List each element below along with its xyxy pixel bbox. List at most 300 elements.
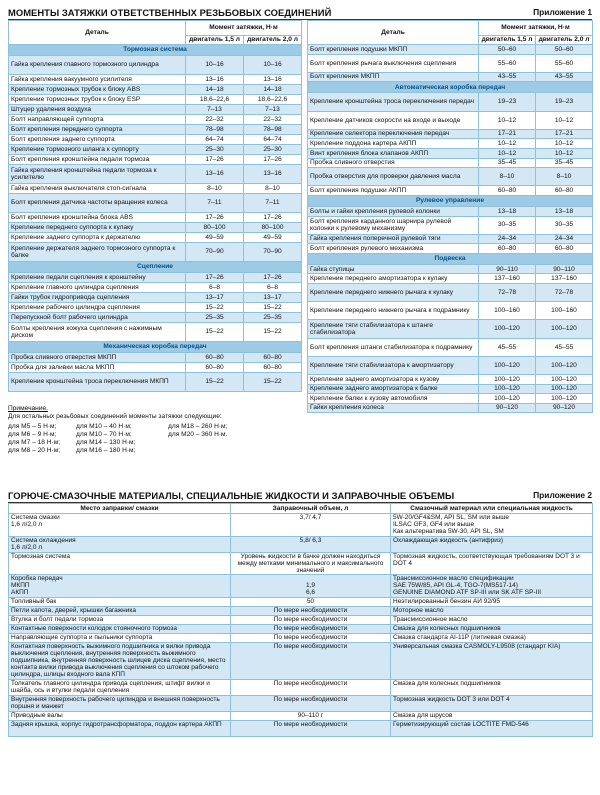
- torque-15-cell: 25–30: [186, 145, 244, 155]
- table-row: [308, 72, 593, 82]
- torque-table-right: [307, 20, 593, 413]
- fill-volume-cell: По мере необходимости: [231, 607, 391, 616]
- col-torque-header: Момент затяжки, Н·м: [186, 21, 302, 36]
- fill-material-cell: Трансмиссионное масло: [391, 616, 593, 625]
- torque-15-cell: 60–80: [479, 244, 536, 254]
- torque-20-cell: 100–120: [536, 384, 593, 394]
- torque-15-cell: 17–26: [186, 155, 244, 165]
- part-name-cell: Болт крепления кронштейна педали тормоза: [9, 155, 186, 165]
- part-name-cell: Крепление тяги стабилизатора к амортизатору: [308, 356, 479, 374]
- torque-15-cell: 22–32: [186, 115, 244, 125]
- torque-20-cell: 60–80: [244, 353, 302, 363]
- torque-15-cell: 17–26: [186, 273, 244, 283]
- table-row: [308, 168, 593, 186]
- table-row: [308, 356, 593, 374]
- fill-volume-cell: По мере необходимости: [231, 680, 391, 696]
- fill-place-cell: Контактная поверхность выжимного подшипника и вилки привода выключения сцепления, внутренняя поверхность выжимного подшипника, внутренняя поверхность шлицев диска сцепления, место контакта вилки привода выключения сцепления со штоком рабочего цилиндра, шлицы входного вала КПП: [9, 643, 231, 680]
- torque-15-cell: 24–34: [479, 234, 536, 244]
- torque-20-cell: 90–110: [536, 264, 593, 274]
- torque-20-cell: 90–120: [536, 403, 593, 413]
- torque-20-cell: 13–16: [244, 165, 302, 184]
- table-row: [9, 75, 302, 85]
- part-name-cell: Пробка отверстия для проверки давления масла: [308, 168, 479, 186]
- torque-15-cell: 100–120: [479, 375, 536, 385]
- part-name-cell: Гайка крепления кронштейна педали тормоза к усилителю: [9, 165, 186, 184]
- section-heading: Подвеска: [308, 253, 593, 264]
- part-name-cell: Крепление рабочего цилиндра сцепления: [9, 303, 186, 313]
- torque-20-cell: 45–55: [536, 338, 593, 356]
- table-row: [308, 129, 593, 139]
- col-part-header: Деталь: [9, 21, 186, 45]
- torque-20-cell: 49–59: [244, 233, 302, 243]
- table-row: [308, 274, 593, 284]
- part-name-cell: Болт крепления заднего суппорта: [9, 135, 186, 145]
- col-engine-15-header: двигатель 1,5 л: [479, 36, 536, 45]
- table-row: [9, 56, 302, 75]
- fill-volume-cell: Уровень жидкости в бачке должен находиться между метками минимального и максимального значений: [231, 553, 391, 575]
- table-row: [308, 284, 593, 302]
- table-row: [308, 186, 593, 196]
- torque-15-cell: 90–110: [479, 264, 536, 274]
- table-row: [308, 234, 593, 244]
- notes-column-1: [8, 423, 68, 455]
- torque-15-cell: 49–59: [186, 233, 244, 243]
- part-name-cell: Болт крепления штанги стабилизатора к подрамнику: [308, 338, 479, 356]
- fill-volume-cell: 90–110 г: [231, 712, 391, 721]
- table-row: [9, 125, 302, 135]
- part-name-cell: Болты и гайки крепления рулевой колонки: [308, 206, 479, 216]
- section-row: [308, 82, 593, 93]
- table-row: [9, 115, 302, 125]
- fill-volume-cell: 50: [231, 598, 391, 607]
- table-row: [9, 184, 302, 194]
- torque-20-cell: 14–18: [244, 85, 302, 95]
- fill-material-cell: Неэтилированный бензин АИ 92/95: [391, 598, 593, 607]
- col-engine-15-header: двигатель 1,5 л: [186, 36, 244, 45]
- torque-table-left: [8, 20, 302, 392]
- fill-place-cell: Задняя крышка, корпус гидротрансформатора, поддон картера АКПП: [9, 721, 231, 737]
- table-row: [9, 313, 302, 323]
- part-name-cell: Перепускной болт рабочего цилиндра: [9, 313, 186, 323]
- table-row: [308, 111, 593, 129]
- torque-20-cell: 100–120: [536, 394, 593, 404]
- section-row: [9, 45, 302, 56]
- table-row: [9, 303, 302, 313]
- part-name-cell: Болты крепления кожуха сцепления с нажимным диском: [9, 323, 186, 342]
- part-name-cell: Крепление балки к кузову автомобиля: [308, 394, 479, 404]
- notes-torque-item: для М5 – 5 Н·м;: [8, 423, 57, 430]
- fill-place-cell: Внутренняя поверхность рабочего цилиндра и внешняя поверхность поршня и манжет: [9, 696, 231, 712]
- part-name-cell: Крепление кронштейна троса переключения передач: [308, 93, 479, 111]
- table-row: [308, 384, 593, 394]
- torque-20-cell: 25–30: [244, 145, 302, 155]
- fluids-rows: [9, 514, 593, 737]
- col-place-header: Место заправки/ смазки: [9, 504, 231, 514]
- fill-place-cell: Система охлаждения 1,6 л/2,0 л: [9, 537, 231, 553]
- torque-20-cell: 60–80: [536, 186, 593, 196]
- table-row: [9, 95, 302, 105]
- torque-20-cell: 13–18: [536, 206, 593, 216]
- table-row: [9, 283, 302, 293]
- fluids-table: [8, 503, 593, 737]
- part-name-cell: Болт крепления кронштейна блока ABS: [9, 213, 186, 223]
- col-part-header: Деталь: [308, 21, 479, 45]
- fill-place-cell: Тормозная система: [9, 553, 231, 575]
- table-row: [9, 323, 302, 342]
- part-name-cell: Гайка крепления поперечной рулевой тяги: [308, 234, 479, 244]
- notes-torque-item: для М8 – 20 Н·м;: [8, 447, 61, 454]
- torque-15-cell: 8–10: [186, 184, 244, 194]
- part-name-cell: Крепление датчиков скорости на входе и выходе: [308, 111, 479, 129]
- torque-15-cell: 90–120: [479, 403, 536, 413]
- torque-15-cell: 13–16: [186, 75, 244, 85]
- part-name-cell: Крепление поддона картера АКПП: [308, 139, 479, 149]
- torque-20-cell: 10–16: [244, 56, 302, 75]
- part-name-cell: Крепление заднего амортизатора к балке: [308, 384, 479, 394]
- torque-right-rows: [308, 45, 593, 413]
- torque-20-cell: 43–55: [536, 72, 593, 82]
- section-heading: Механическая коробка передач: [9, 342, 302, 353]
- part-name-cell: Крепление тормозных трубок к блоку ABS: [9, 85, 186, 95]
- fill-volume-cell: 1,9 6,6: [231, 575, 391, 598]
- torque-20-cell: 70–90: [244, 243, 302, 262]
- table-row: [9, 105, 302, 115]
- fill-place-cell: Направляющие суппорта и пыльники суппорта: [9, 634, 231, 643]
- torque-20-cell: 10–12: [536, 148, 593, 158]
- notes-column-2: [76, 423, 160, 455]
- torque-15-cell: 10–12: [479, 139, 536, 149]
- fill-place-cell: Контактные поверхности колодок стояночного тормоза: [9, 625, 231, 634]
- torque-20-cell: 100–120: [536, 356, 593, 374]
- torque-20-cell: 19–23: [536, 93, 593, 111]
- table-row: [9, 194, 302, 213]
- table-row: [308, 302, 593, 320]
- fill-volume-cell: По мере необходимости: [231, 643, 391, 680]
- torque-20-cell: 50–60: [536, 45, 593, 55]
- section-heading: Автоматическая коробка передач: [308, 82, 593, 93]
- torque-15-cell: 100–120: [479, 356, 536, 374]
- torque-20-cell: 18,6–22,6: [244, 95, 302, 105]
- part-name-cell: Винт крепления блока клапанов АКПП: [308, 148, 479, 158]
- torque-15-cell: 10–12: [479, 148, 536, 158]
- notes-torque-item: для М20 – 360 Н·м.: [168, 431, 228, 438]
- torque-20-cell: 17–21: [536, 129, 593, 139]
- fill-place-cell: Толкатель главного цилиндра привода сцепления, штифт вилки и шайба, ось и втулки педали сцепления: [9, 680, 231, 696]
- torque-15-cell: 7–11: [186, 194, 244, 213]
- torque-notes: [8, 405, 592, 455]
- table-row: [9, 233, 302, 243]
- table-row: [9, 353, 302, 363]
- table-row: [9, 165, 302, 184]
- table-row: [9, 135, 302, 145]
- part-name-cell: Пробка для заливки масла МКПП: [9, 363, 186, 373]
- fill-material-cell: Моторное масло: [391, 607, 593, 616]
- part-name-cell: Гайка крепления выключателя стоп-сигнала: [9, 184, 186, 194]
- torque-15-cell: 19–23: [479, 93, 536, 111]
- fill-volume-cell: По мере необходимости: [231, 696, 391, 712]
- torque-15-cell: 15–22: [186, 323, 244, 342]
- table-row: [9, 243, 302, 262]
- part-name-cell: Крепление педали сцепления к кронштейну: [9, 273, 186, 283]
- fill-place-cell: Приводные валы: [9, 712, 231, 721]
- torque-20-cell: 8–10: [536, 168, 593, 186]
- torque-section-title: МОМЕНТЫ ЗАТЯЖКИ ОТВЕТСТВЕННЫХ РЕЗЬБОВЫХ СОЕДИНЕНИЙ: [8, 6, 332, 18]
- torque-15-cell: 45–55: [479, 338, 536, 356]
- part-name-cell: Гайка крепления вакуумного усилителя: [9, 75, 186, 85]
- part-name-cell: Болт крепления подушки АКПП: [308, 186, 479, 196]
- torque-20-cell: 60–80: [536, 244, 593, 254]
- table-row: [308, 338, 593, 356]
- table-row: [308, 139, 593, 149]
- part-name-cell: Крепление главного цилиндра сцепления: [9, 283, 186, 293]
- part-name-cell: Гайки трубок гидропривода сцепления: [9, 293, 186, 303]
- fill-material-cell: Универсальная смазка CASMOLY-L9508 (стандарт KIA): [391, 643, 593, 680]
- notes-grid: [8, 423, 592, 455]
- section-row: [308, 253, 593, 264]
- table-row: [9, 607, 593, 616]
- part-name-cell: Гайка ступицы: [308, 264, 479, 274]
- part-name-cell: Пробка сливного отверстия МКПП: [9, 353, 186, 363]
- torque-20-cell: 17–26: [244, 273, 302, 283]
- table-row: [9, 223, 302, 233]
- table-row: [9, 213, 302, 223]
- table-row: [308, 206, 593, 216]
- col-engine-20-header: двигатель 2,0 л: [244, 36, 302, 45]
- table-row: [9, 712, 593, 721]
- torque-15-cell: 60–80: [479, 186, 536, 196]
- notes-torque-item: для М6 – 9 Н·м;: [8, 431, 57, 438]
- section-heading: Сцепление: [9, 262, 302, 273]
- torque-20-cell: 137–160: [536, 274, 593, 284]
- part-name-cell: Крепление переднего амортизатора к кулаку: [308, 274, 479, 284]
- torque-20-cell: 7–11: [244, 194, 302, 213]
- col-material-header: Смазочный материал или специальная жидкость: [391, 504, 593, 514]
- torque-left-rows: [9, 45, 302, 392]
- fill-volume-cell: По мере необходимости: [231, 634, 391, 643]
- torque-20-cell: 15–22: [244, 373, 302, 392]
- table-row: [9, 598, 593, 607]
- appendix2-label: Приложение 2: [533, 490, 592, 500]
- col-engine-20-header: двигатель 2,0 л: [536, 36, 593, 45]
- notes-torque-item: для М10 – 40 Н·м;: [76, 423, 132, 430]
- appendix1-label: Приложение 1: [533, 7, 592, 17]
- torque-15-cell: 100–120: [479, 384, 536, 394]
- torque-20-cell: 100–120: [536, 375, 593, 385]
- table-row: [9, 634, 593, 643]
- notes-torque-item: для М14 – 130 Н·м;: [76, 439, 136, 446]
- fill-volume-cell: По мере необходимости: [231, 721, 391, 737]
- torque-15-cell: 43–55: [479, 72, 536, 82]
- torque-20-cell: 17–26: [244, 155, 302, 165]
- torque-15-cell: 30–35: [479, 216, 536, 234]
- table-row: [9, 643, 593, 680]
- fill-material-cell: Герметизирующий состав LOCTITE FMD-546: [391, 721, 593, 737]
- torque-20-cell: 22–32: [244, 115, 302, 125]
- torque-20-cell: 30–35: [536, 216, 593, 234]
- fill-material-cell: Охлаждающая жидкость (антифриз): [391, 537, 593, 553]
- torque-15-cell: 8–10: [479, 168, 536, 186]
- torque-15-cell: 7–13: [186, 105, 244, 115]
- torque-20-cell: 13–17: [244, 293, 302, 303]
- table-row: [9, 373, 302, 392]
- fill-material-cell: 5W-20/GF4&SM, API SL, SM или выше ILSAC GF3, GF4 или выше Как альтернатива 5W-30, API SL, SM: [391, 514, 593, 537]
- torque-15-cell: 17–26: [186, 213, 244, 223]
- fill-material-cell: Трансмиссионное масло спецификации SAE 75W/85, API GL-4, TGO-7(MS517-14) GENUINE DIAMOND ATF SP-III или SK ATF SP-III: [391, 575, 593, 598]
- fill-material-cell: Тормозная жидкость, соответствующая требованиям DOT 3 и DOT 4: [391, 553, 593, 575]
- part-name-cell: Болт крепления рулевого механизма: [308, 244, 479, 254]
- table-row: [9, 145, 302, 155]
- torque-15-cell: 55–60: [479, 54, 536, 72]
- torque-15-cell: 70–90: [186, 243, 244, 262]
- table-row: [9, 616, 593, 625]
- part-name-cell: Крепление переднего нижнего рычага к подрамнику: [308, 302, 479, 320]
- part-name-cell: Болт крепления рычага выключения сцепления: [308, 54, 479, 72]
- part-name-cell: Штуцер удаления воздуха: [9, 105, 186, 115]
- table-row: [9, 293, 302, 303]
- part-name-cell: Крепление тяги стабилизатора к штанге стабилизатора: [308, 320, 479, 338]
- table-row: [308, 244, 593, 254]
- torque-15-cell: 100–120: [479, 394, 536, 404]
- torque-20-cell: 15–22: [244, 303, 302, 313]
- part-name-cell: Крепление переднего нижнего рычага к кулаку: [308, 284, 479, 302]
- torque-20-cell: 60–80: [244, 363, 302, 373]
- torque-15-cell: 15–22: [186, 303, 244, 313]
- torque-20-cell: 7–13: [244, 105, 302, 115]
- torque-15-cell: 15–22: [186, 373, 244, 392]
- torque-15-cell: 60–80: [186, 363, 244, 373]
- torque-20-cell: 100–120: [536, 320, 593, 338]
- part-name-cell: Крепление заднего амортизатора к кузову: [308, 375, 479, 385]
- table-row: [9, 680, 593, 696]
- section-row: [9, 262, 302, 273]
- torque-20-cell: 35–45: [536, 158, 593, 168]
- torque-15-cell: 18,6–22,6: [186, 95, 244, 105]
- appendix2-header: [8, 488, 592, 502]
- notes-intro: Для остальных резьбовых соединений моменты затяжки следующие:: [8, 413, 222, 420]
- notes-torque-item: для М18 – 260 Н·м;: [168, 423, 228, 430]
- torque-15-cell: 17–21: [479, 129, 536, 139]
- part-name-cell: Болт крепления МКПП: [308, 72, 479, 82]
- torque-15-cell: 13–16: [186, 165, 244, 184]
- section-row: [9, 342, 302, 353]
- fill-volume-cell: 3,7/ 4,7: [231, 514, 391, 537]
- fill-material-cell: Смазка для колесных подшипников: [391, 625, 593, 634]
- fill-material-cell: Смазка для колесных подшипников: [391, 680, 593, 696]
- torque-20-cell: 15–22: [244, 323, 302, 342]
- table-row: [308, 93, 593, 111]
- col-torque-header: Момент затяжки, Н·м: [479, 21, 593, 36]
- table-row: [308, 320, 593, 338]
- torque-15-cell: 60–80: [186, 353, 244, 363]
- torque-15-cell: 10–16: [186, 56, 244, 75]
- part-name-cell: Крепление держателя заднего тормозного суппорта к балке: [9, 243, 186, 262]
- torque-15-cell: 25–35: [186, 313, 244, 323]
- part-name-cell: Гайки крепления колеса: [308, 403, 479, 413]
- torque-15-cell: 35–45: [479, 158, 536, 168]
- part-name-cell: Болт крепления карданного шарнира рулевой колонки к рулевому механизму: [308, 216, 479, 234]
- torque-15-cell: 64–74: [186, 135, 244, 145]
- torque-20-cell: 10–12: [536, 111, 593, 129]
- part-name-cell: Болт крепления подушки МКПП: [308, 45, 479, 55]
- torque-15-cell: 50–60: [479, 45, 536, 55]
- part-name-cell: Крепление кронштейна троса переключения МКПП: [9, 373, 186, 392]
- torque-20-cell: 6–8: [244, 283, 302, 293]
- fill-volume-cell: По мере необходимости: [231, 625, 391, 634]
- table-row: [308, 54, 593, 72]
- table-row: [308, 394, 593, 404]
- torque-15-cell: 72–78: [479, 284, 536, 302]
- table-row: [308, 148, 593, 158]
- torque-15-cell: 137–160: [479, 274, 536, 284]
- appendix1-header: [8, 5, 592, 19]
- notes-torque-item: для М7 – 18 Н·м;: [8, 439, 61, 446]
- torque-20-cell: 72–78: [536, 284, 593, 302]
- fill-place-cell: Втулка и болт педали тормоза: [9, 616, 231, 625]
- torque-15-cell: 100–120: [479, 320, 536, 338]
- torque-20-cell: 8–10: [244, 184, 302, 194]
- notes-torque-item: для М16 – 180 Н·м;: [76, 447, 136, 454]
- section-heading: Рулевое управление: [308, 195, 593, 206]
- torque-15-cell: 10–12: [479, 111, 536, 129]
- part-name-cell: Болт крепления датчика частоты вращения колеса: [9, 194, 186, 213]
- fill-volume-cell: По мере необходимости: [231, 616, 391, 625]
- part-name-cell: Болт направляющей суппорта: [9, 115, 186, 125]
- table-row: [9, 625, 593, 634]
- part-name-cell: Крепление заднего суппорта к держателю: [9, 233, 186, 243]
- fill-material-cell: Смазка для шрусов: [391, 712, 593, 721]
- table-row: [9, 575, 593, 598]
- fill-place-cell: Петли капота, дверей, крышки багажника: [9, 607, 231, 616]
- table-row: [9, 273, 302, 283]
- table-row: [9, 553, 593, 575]
- section-row: [308, 195, 593, 206]
- torque-20-cell: 78–98: [244, 125, 302, 135]
- part-name-cell: Крепление переднего суппорта к кулаку: [9, 223, 186, 233]
- fluids-section-title: ГОРЮЧЕ-СМАЗОЧНЫЕ МАТЕРИАЛЫ, СПЕЦИАЛЬНЫЕ ЖИДКОСТИ И ЗАПРАВОЧНЫЕ ОБЪЕМЫ: [8, 489, 455, 501]
- fill-place-cell: Система смазки 1,6 л/2,0 л: [9, 514, 231, 537]
- fill-volume-cell: 5,8/ 6,3: [231, 537, 391, 553]
- torque-20-cell: 25–35: [244, 313, 302, 323]
- table-row: [9, 721, 593, 737]
- torque-15-cell: 80–100: [186, 223, 244, 233]
- table-row: [9, 85, 302, 95]
- fill-material-cell: Тормозная жидкость DOT 3 или DOT 4: [391, 696, 593, 712]
- torque-20-cell: 13–16: [244, 75, 302, 85]
- torque-20-cell: 24–34: [536, 234, 593, 244]
- torque-15-cell: 13–18: [479, 206, 536, 216]
- table-row: [9, 514, 593, 537]
- table-row: [9, 155, 302, 165]
- fill-material-cell: Смазка стандарта AI-11P (литиевая смазка): [391, 634, 593, 643]
- part-name-cell: Гайка крепления главного тормозного цилиндра: [9, 56, 186, 75]
- torque-20-cell: 17–26: [244, 213, 302, 223]
- torque-15-cell: 14–18: [186, 85, 244, 95]
- table-row: [308, 264, 593, 274]
- part-name-cell: Крепление тормозных трубок к блоку ESP: [9, 95, 186, 105]
- torque-15-cell: 13–17: [186, 293, 244, 303]
- notes-column-3: [168, 423, 268, 455]
- table-row: [308, 158, 593, 168]
- torque-15-cell: 78–98: [186, 125, 244, 135]
- fill-place-cell: Коробка передач МКПП АКПП: [9, 575, 231, 598]
- table-row: [9, 696, 593, 712]
- torque-15-cell: 100–160: [479, 302, 536, 320]
- table-row: [308, 375, 593, 385]
- part-name-cell: Болт крепления переднего суппорта: [9, 125, 186, 135]
- fill-place-cell: Топливный бак: [9, 598, 231, 607]
- torque-20-cell: 100–160: [536, 302, 593, 320]
- torque-15-cell: 6–8: [186, 283, 244, 293]
